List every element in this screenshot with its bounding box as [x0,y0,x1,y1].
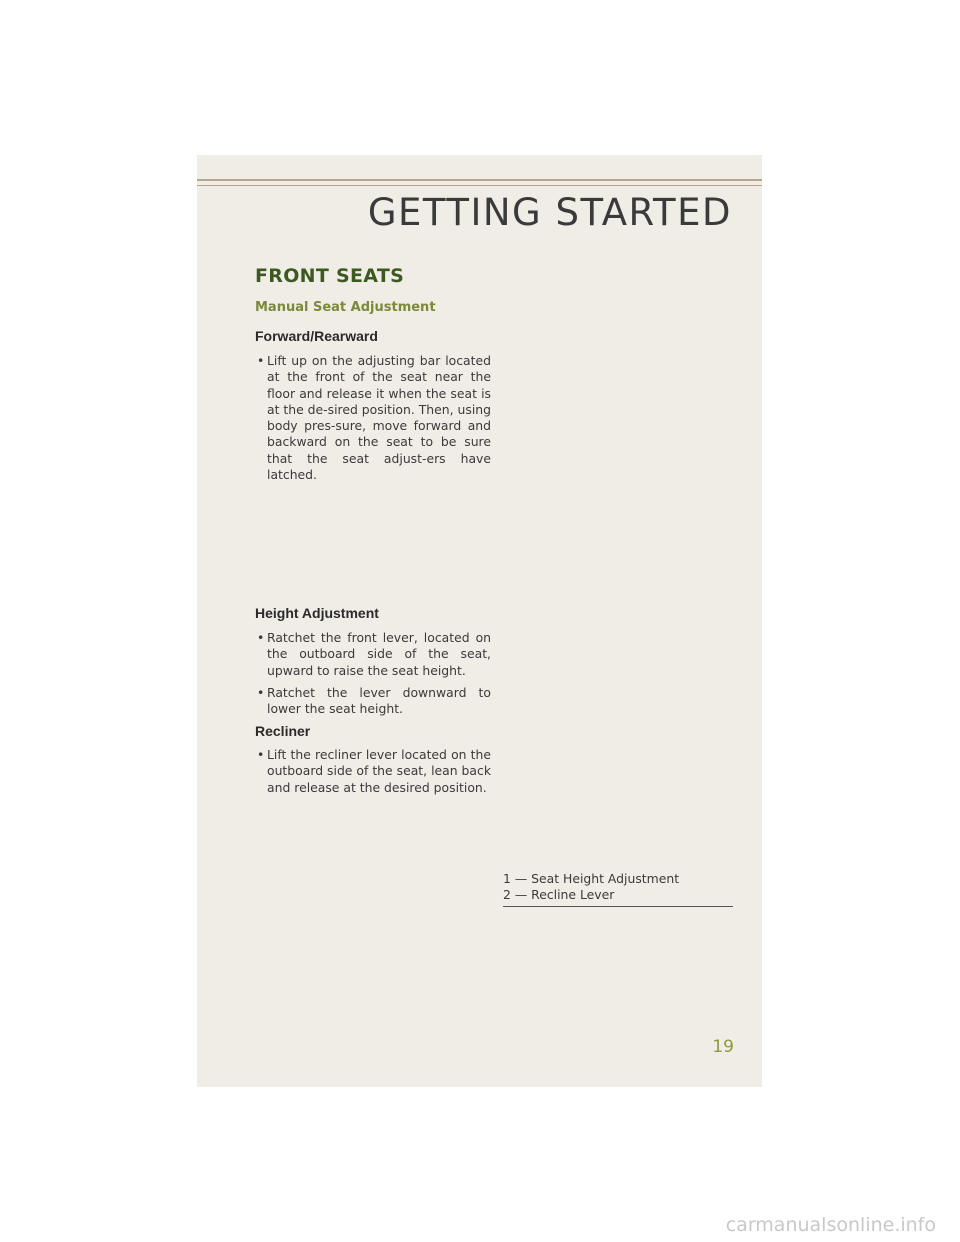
caption-line-2: 2 — Recline Lever [503,887,615,902]
figure-caption [503,871,733,907]
page-number: 19 [712,1037,734,1057]
page-title: FRONT SEATS [255,265,405,287]
bullet-icon: • [257,353,265,368]
header-rule-thick [197,179,762,181]
bullet-forward-rearward [255,353,491,483]
bullet-icon: • [257,630,265,645]
bullet-icon: • [257,685,265,700]
bullet-text: Lift up on the adjusting bar located at the front of the seat near the floor and release it when the seat is at the de-sired position. Then, using body pres-sure, move forward and backward on the seat to be sure that the seat adjust-ers have latched. [267,353,491,483]
bullet-text: Ratchet the front lever, located on the outboard side of the seat, upward to raise the seat height. [267,630,491,678]
caption-line-1: 1 — Seat Height Adjustment [503,871,680,886]
heading-forward-rearward: Forward/Rearward [255,328,378,344]
bullet-text: Ratchet the lever downward to lower the seat height. [267,685,491,717]
watermark: carmanualsonline.info [725,1214,936,1236]
bullet-recliner [255,747,491,796]
bullet-height-lower [255,685,491,718]
manual-page [197,155,762,1087]
subsection-title: Manual Seat Adjustment [255,300,436,315]
bullet-text: Lift the recliner lever located on the outboard side of the seat, lean back and release at the desired position. [267,747,491,795]
heading-height-adjustment: Height Adjustment [255,605,379,621]
header-rule-thin [197,185,762,186]
section-title: GETTING STARTED [367,191,732,234]
heading-recliner: Recliner [255,723,311,739]
bullet-height-raise [255,630,491,679]
bullet-icon: • [257,747,265,762]
